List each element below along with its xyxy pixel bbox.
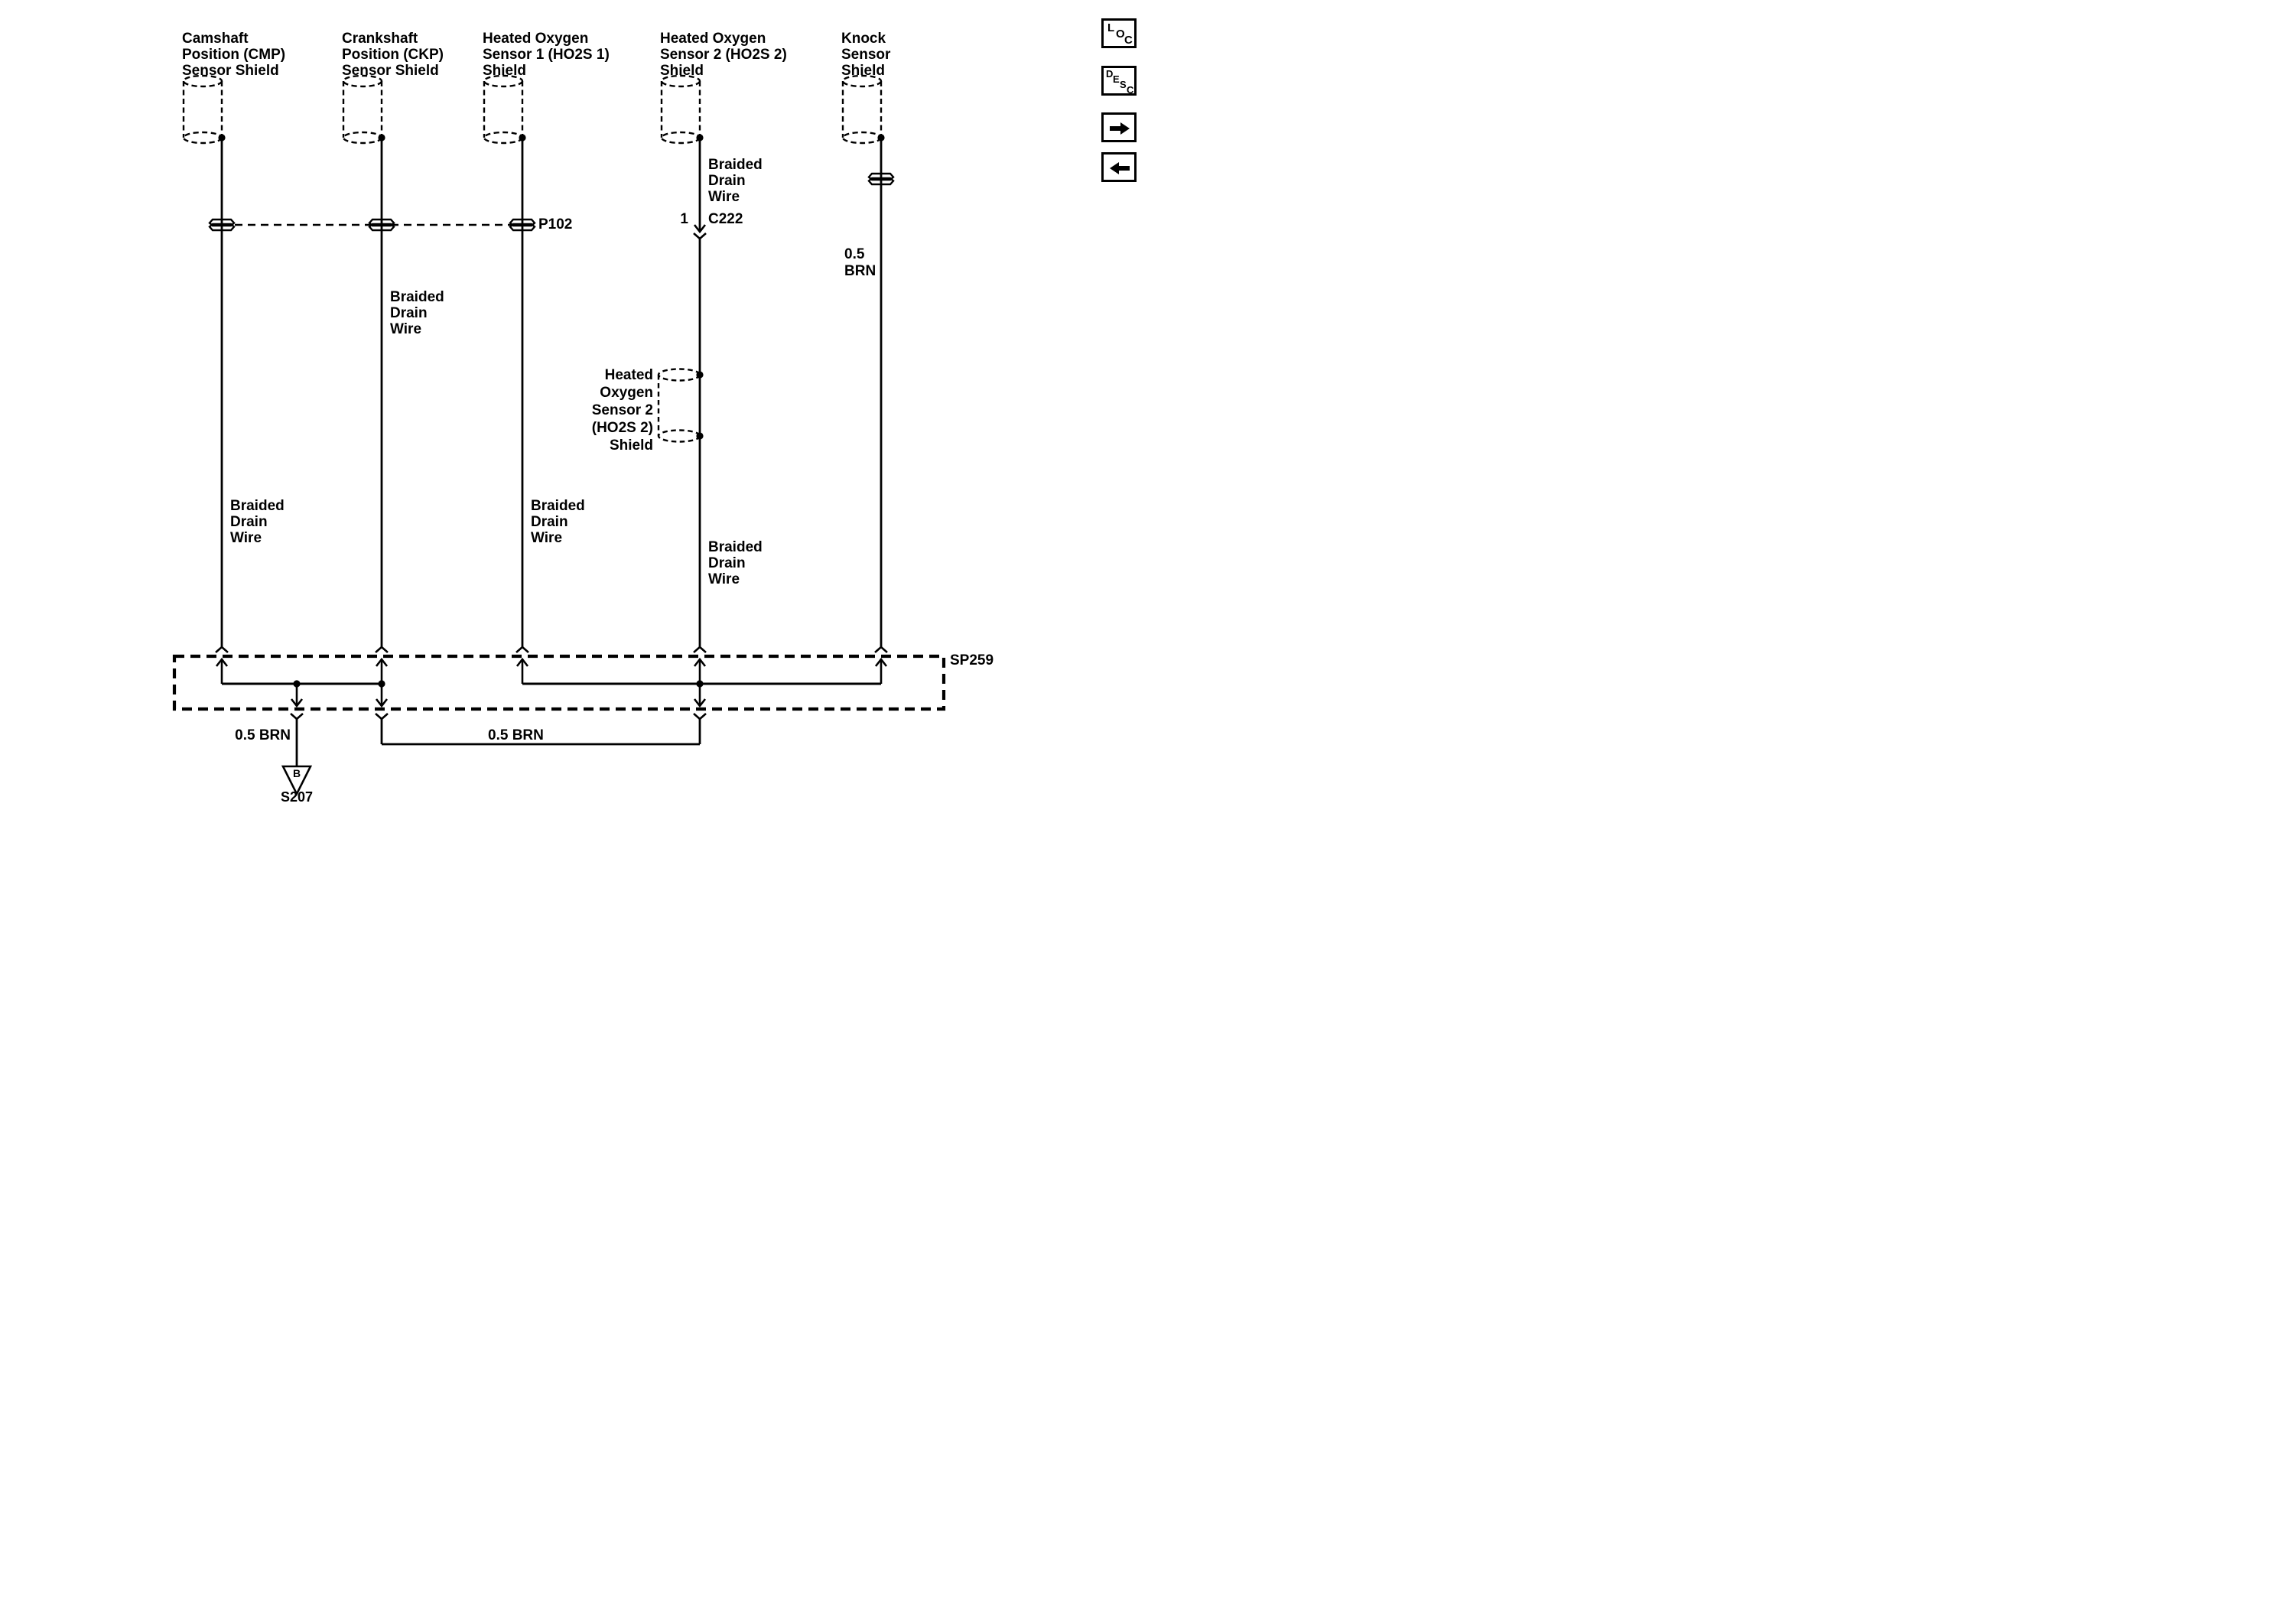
sp259-label: SP259 xyxy=(950,652,994,668)
c222-pin-number: 1 xyxy=(680,211,688,227)
shield-label-ho2s1-line: Shield xyxy=(483,63,527,79)
ho2s2-shield-cylinder xyxy=(662,132,700,143)
shield-label-ckp-line: Crankshaft xyxy=(342,31,418,47)
c222-connector-chevron xyxy=(694,233,706,239)
braided-drain-wire-label-ho2s2-lower xyxy=(708,539,763,587)
desc-letter: C xyxy=(1127,84,1134,96)
braided-drain-wire-label-ckp-line: Braided xyxy=(390,289,444,305)
braided-drain-wire-label-ho2s2-upper-line: Braided xyxy=(708,157,763,173)
arrow-right-icon xyxy=(1108,120,1131,137)
s207-label: S207 xyxy=(280,789,314,805)
shield-label-ckp-line: Sensor Shield xyxy=(342,63,439,79)
ho2s2-mid-shield-label xyxy=(592,366,653,454)
braided-drain-wire-label-ho2s2-upper-line: Drain xyxy=(708,173,746,189)
desc-letter: S xyxy=(1120,79,1127,90)
braided-drain-wire-label-ho2s2-lower-line: Wire xyxy=(708,571,740,587)
ho2s2-mid-shield-label-line: Shield xyxy=(609,437,653,454)
previous-page-button[interactable] xyxy=(1101,152,1137,182)
ho2s2-mid-shield xyxy=(659,369,700,381)
ho2s2-mid-shield-label-line: Oxygen xyxy=(600,385,653,401)
diagram-canvas xyxy=(0,0,1148,805)
shield-label-knock xyxy=(841,31,890,79)
ho2s2-mid-shield xyxy=(659,431,700,442)
wire-ckp-end-chevron xyxy=(376,647,388,652)
knock-wire-gauge-label-line: BRN xyxy=(844,263,876,279)
braided-drain-wire-label-ho2s1 xyxy=(531,498,585,546)
shield-label-ho2s1-line: Heated Oxygen xyxy=(483,31,589,47)
braided-drain-wire-label-ho2s1-line: Drain xyxy=(531,514,568,530)
p102-label: P102 xyxy=(538,216,573,233)
loc-letter: L xyxy=(1107,21,1115,34)
sp259-exit-chevron xyxy=(376,714,388,719)
braided-drain-wire-label-ckp-line: Drain xyxy=(390,305,428,321)
knock-wire-gauge-label-line: 0.5 xyxy=(844,246,865,262)
arrow-left-icon xyxy=(1108,160,1131,177)
shield-label-ho2s1-line: Sensor 1 (HO2S 1) xyxy=(483,47,610,63)
braided-drain-wire-label-ho2s2-upper-line: Wire xyxy=(708,189,740,205)
ho2s2-mid-shield-label-line: Heated xyxy=(604,367,653,383)
wiring-diagram-page xyxy=(0,0,1148,805)
cmp-shield-cylinder xyxy=(184,132,222,143)
shield-label-ckp xyxy=(342,31,444,79)
braided-drain-wire-label-ho2s1-line: Wire xyxy=(531,530,563,546)
loc-letter: C xyxy=(1124,34,1133,47)
ho2s2-mid-shield-label-line: Sensor 2 xyxy=(591,402,653,418)
wire-ho2s1-end-chevron xyxy=(516,647,528,652)
next-page-button[interactable] xyxy=(1101,112,1137,142)
shield-label-ho2s2-line: Sensor 2 (HO2S 2) xyxy=(660,47,787,63)
loc-letter: O xyxy=(1116,28,1125,41)
shield-label-ho2s1 xyxy=(483,31,610,79)
desc-letter: E xyxy=(1113,73,1120,85)
bus-wire-gauge-label: 0.5 BRN xyxy=(488,727,544,743)
wire-knock-end-chevron xyxy=(875,647,887,652)
shield-label-ckp-line: Position (CKP) xyxy=(342,47,444,63)
shield-label-knock-line: Knock xyxy=(841,31,886,47)
c222-label: C222 xyxy=(708,211,743,227)
shield-label-knock-line: Shield xyxy=(841,63,886,79)
ho2s2-mid-shield-junction xyxy=(696,371,703,378)
ckp-shield-cylinder xyxy=(343,132,382,143)
braided-drain-wire-label-cmp-line: Drain xyxy=(230,514,268,530)
braided-drain-wire-label-ho2s2-upper xyxy=(708,157,763,205)
ho2s2-mid-shield-junction xyxy=(696,432,703,439)
braided-drain-wire-label-ckp xyxy=(390,289,444,337)
shield-label-cmp-line: Sensor Shield xyxy=(182,63,279,79)
braided-drain-wire-label-ho2s2-lower-line: Braided xyxy=(708,539,763,555)
shield-label-ho2s2 xyxy=(660,31,787,79)
shield-label-knock-line: Sensor xyxy=(841,47,891,63)
braided-drain-wire-label-ckp-line: Wire xyxy=(390,321,422,337)
shield-label-cmp-line: Position (CMP) xyxy=(182,47,286,63)
shield-label-cmp-line: Camshaft xyxy=(182,31,249,47)
braided-drain-wire-label-cmp-line: Braided xyxy=(230,498,285,514)
knock-shield-cylinder xyxy=(843,132,881,143)
desc-button[interactable] xyxy=(1101,66,1137,96)
sp259-exit-chevron xyxy=(694,714,706,719)
braided-drain-wire-label-cmp-line: Wire xyxy=(230,530,262,546)
braided-drain-wire-label-ho2s2-lower-line: Drain xyxy=(708,555,746,571)
ground-wire-gauge-label: 0.5 BRN xyxy=(235,727,291,743)
sp259-exit-chevron xyxy=(291,714,303,719)
braided-drain-wire-label-ho2s1-line: Braided xyxy=(531,498,585,514)
shield-label-ho2s2-line: Shield xyxy=(660,63,704,79)
knock-wire-gauge-label xyxy=(844,246,876,280)
ho2s1-shield-cylinder xyxy=(484,132,522,143)
ho2s2-mid-shield-label-line: (HO2S 2) xyxy=(591,420,653,436)
shield-label-cmp xyxy=(182,31,285,79)
wire-ho2s2-end-chevron xyxy=(694,647,706,652)
ground-circuit-letter: B xyxy=(292,767,301,779)
braided-drain-wire-label-cmp xyxy=(230,498,285,546)
desc-letter: D xyxy=(1106,68,1114,80)
loc-button[interactable] xyxy=(1101,18,1137,48)
shield-label-ho2s2-line: Heated Oxygen xyxy=(660,31,766,47)
wire-cmp-end-chevron xyxy=(216,647,228,652)
